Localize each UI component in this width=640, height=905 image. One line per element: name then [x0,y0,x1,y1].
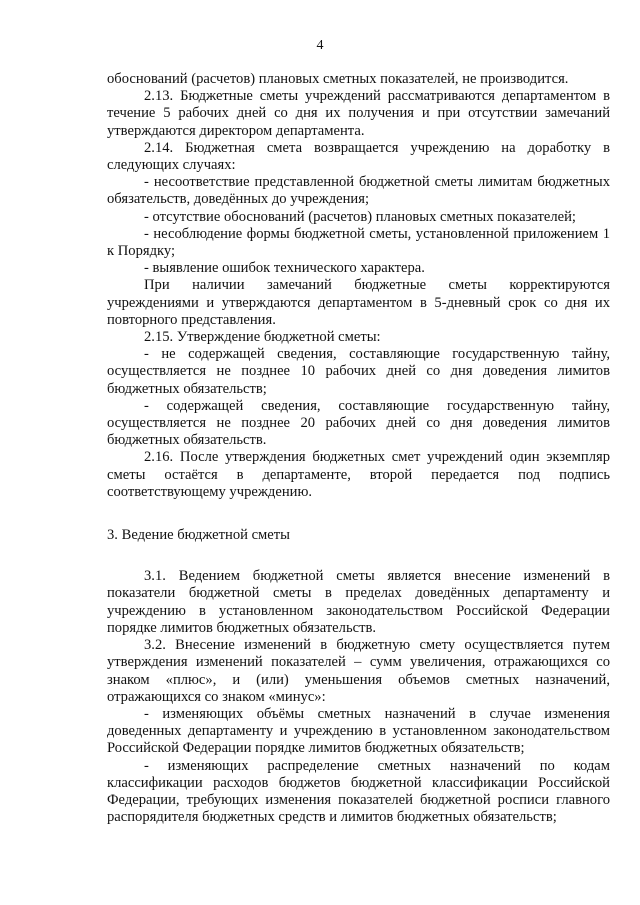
paragraph: - несоответствие представленной бюджетной сметы лимитам бюджетных обязательств, доведённых до учреждения; [107,174,610,208]
paragraph: 2.14. Бюджетная смета возвращается учреждению на доработку в следующих случаях: [107,139,610,174]
paragraph: 2.16. После утверждения бюджетных смет учреждений один экземпляр сметы остаётся в департаменте, второй передается под подпись соответствующему учреждению. [107,449,610,500]
paragraph: 2.13. Бюджетные сметы учреждений рассматриваются департаментом в течение 5 рабочих дней со дня их получения и при отсутствии замечаний утверждаются директором департамента. [107,88,610,139]
paragraph: - выявление ошибок технического характера. [144,260,425,277]
paragraph: При наличии замечаний бюджетные сметы корректируются учреждениями и утверждаются департаментом в 5-дневный срок со дня их повторного представления. [107,277,610,328]
paragraph: - изменяющих распределение сметных назначений по кодам классификации расходов бюджетов бюджетной классификации Российской Федерации, требующих изменения показателей бюджетной росписи главного распорядителя бюджетных средств и лимитов бюджетных обязательств; [107,757,610,826]
paragraph: 2.15. Утверждение бюджетной сметы: [144,329,381,346]
paragraph: - содержащей сведения, составляющие государственную тайну, осуществляется не позднее 20 рабочих дней со дня доведения лимитов бюджетных обязательств. [107,397,610,449]
paragraph: - несоблюдение формы бюджетной сметы, установленной приложением 1 к Порядку; [107,225,610,260]
section-2-continuation [107,71,610,501]
paragraph: - не содержащей сведения, составляющие государственную тайну, осуществляется не позднее 10 рабочих дней со дня доведения лимитов бюджетных обязательств; [107,346,610,397]
section-3-body [107,568,610,826]
section-heading: 3. Ведение бюджетной сметы [107,527,290,544]
paragraph: - отсутствие обоснований (расчетов) плановых сметных показателей; [144,208,576,225]
paragraph: - изменяющих объёмы сметных назначений в случае изменения доведенных департаменту и учреждению в установленном законодательством Российской Федерации порядке лимитов бюджетных обязательств; [107,705,610,757]
paragraph: обоснований (расчетов) плановых сметных показателей, не производится. [107,71,569,87]
document-body [107,71,610,826]
page-number: 4 [316,38,324,53]
paragraph: 3.2. Внесение изменений в бюджетную смету осуществляется путем утверждения изменений показателей – сумм увеличения, отражающихся со знаком «плюс», и (или) уменьшения объемов сметных назначений, отражающихся со знаком «минус»: [107,637,610,705]
paragraph: 3.1. Ведением бюджетной сметы является внесение изменений в показатели бюджетной сметы в пределах доведённых департаменту и учреждению в установленном законодательством Российской Федерации порядке лимитов бюджетных обязательств. [107,568,610,636]
